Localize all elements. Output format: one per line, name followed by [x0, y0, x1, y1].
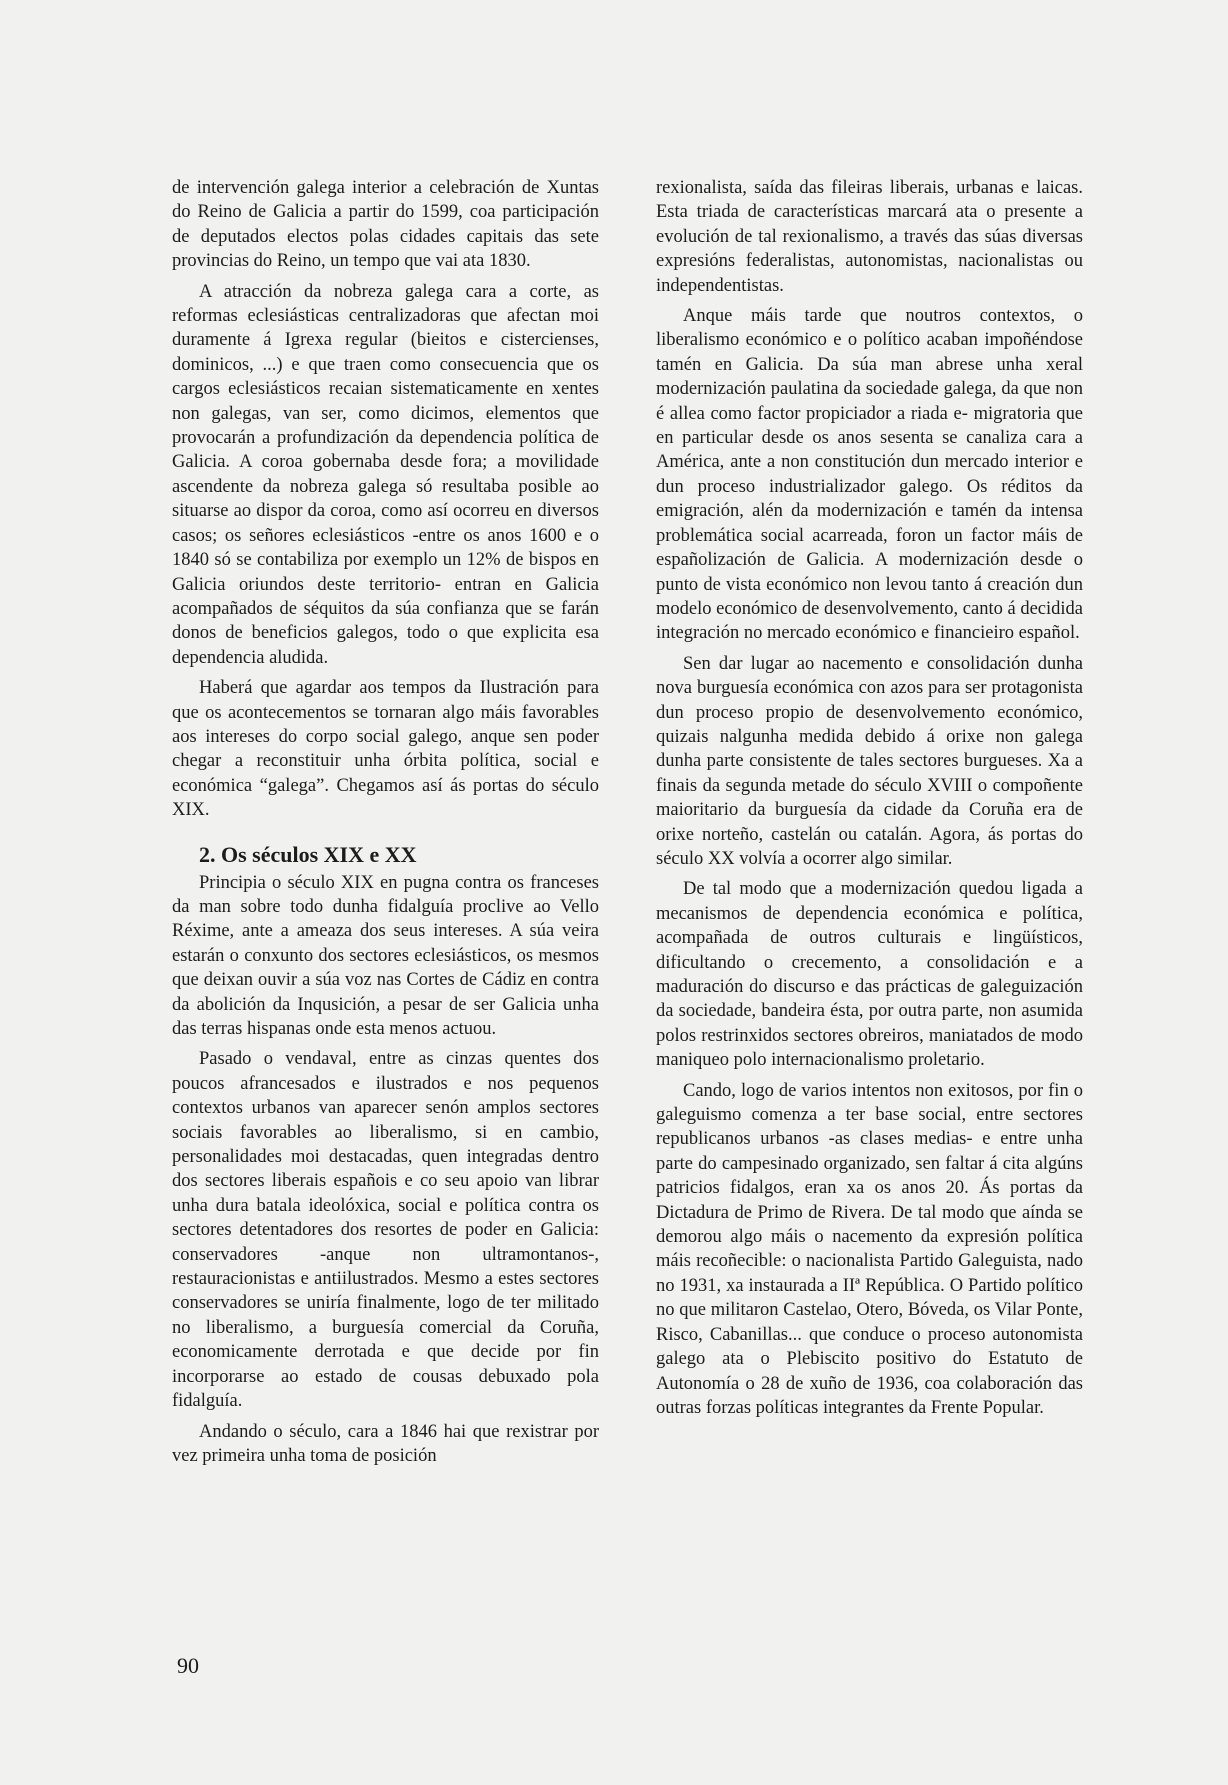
section-heading: 2. Os séculos XIX e XX — [199, 841, 417, 867]
paragraph: rexionalista, saída das fileiras liberais, urbanas e laicas. Esta triada de características marcará ata o presente a evolución de tal rexionalismo, a través das súas diversas expresións federalistas, autonomistas, nacionalistas ou independentistas. — [656, 178, 1083, 296]
left-column — [172, 176, 599, 1474]
page-number: 90 — [177, 1653, 199, 1678]
paragraph: Andando o século, cara a 1846 hai que rexistrar por vez primeira unha toma de posición — [172, 1421, 599, 1466]
paragraph: Cando, logo de varios intentos non exitosos, por fin o galeguismo comenza a ter base social, entre sectores republicanos urbanos -as clases medias- e entre unha parte do campesinado organizado, sen faltar á cita algúns patricios fidalgos, eran xa os anos 20. Ás portas da Dictadura de Primo de Rivera. De tal modo que aínda se demorou algo máis o nacemento da expresión política máis recoñecible: o nacionalista Partido Galeguista, nado no 1931, xa instaurada a IIª República. O Partido político no que militaron Castelao, Otero, Bóveda, os Vilar Ponte, Risco, Cabanillas... que conduce o proceso autonomista galego ata o Plebiscito positivo do Estatuto de Autonomía o 28 de xuño de 1936, coa colaboración das outras forzas políticas integrantes da Frente Popular. — [656, 1080, 1083, 1418]
paragraph: Anque máis tarde que noutros contextos, o liberalismo económico e o político acaban impoñéndose tamén en Galicia. Da súa man abrese unha xeral modernización paulatina da sociedade galega, da que non é allea como factor propiciador a riada e- migratoria que en particular desde os anos sesenta se canaliza cara a América, ante a non constitución dun mercado interior e dun proceso industrializador galego. Os réditos da emigración, alén da modernización e tamén da intensa problemática social acarreada, foron un factor máis de españolización de Galicia. A modernización desde o punto de vista económico non levou tanto á creación dun modelo económico de desenvolvemento, canto á decidida integración no mercado económico e financieiro español. — [656, 306, 1083, 644]
paragraph: Principia o século XIX en pugna contra os franceses da man sobre todo dunha fidalguía proclive ao Vello Réxime, ante a ameaza dos seus intereses. A súa veira estarán o conxunto dos sectores eclesiásticos, os mesmos que deixan ouvir a súa voz nas Cortes de Cádiz en contra da abolición da Inqusición, a pesar de ser Galicia unha das terras hispanas onde esta menos actuou. — [172, 872, 599, 1039]
right-column — [656, 176, 1083, 1426]
paragraph: Haberá que agardar aos tempos da Ilustración para que os acontecementos se tornaran algo máis favorables aos intereses do corpo social galego, anque sen poder chegar a reconstituir unha órbita política, social e económica “galega”. Chegamos así ás portas do século XIX. — [172, 678, 599, 821]
paragraph: Sen dar lugar ao nacemento e consolidación dunha nova burguesía económica con azos para ser protagonista dun proceso propio de desenvolvemento económico, quizais nalgunha medida debido á orixe non galega dunha parte consistente de tales sectores burgueses. Xa a finais da segunda metade do século XVIII o compoñente maioritario da burguesía da cidade da Coruña era de orixe norteño, castelán ou catalán. Agora, ás portas do século XX volvía a ocorrer algo similar. — [656, 653, 1083, 869]
paragraph: Pasado o vendaval, entre as cinzas quentes dos poucos afrancesados e ilustrados e nos pequenos contextos urbanos van aparecer senón amplos sectores sociais favorables ao liberalismo, si en cambio, personalidades moi destacadas, quen integradas dentro dos sectores liberais españois e co seu apoio van librar unha dura batala ideolóxica, social e política contra os sectores detentadores dos resortes de poder en Galicia: conservadores -anque non ultramontanos-, restauracionistas e antiilustrados. Mesmo a estes sectores conservadores se uniría finalmente, logo de ter militado no liberalismo, a burguesía comercial da Coruña, economicamente derrotada e que decide por fin incorporarse ao estado de cousas debuxado pola fidalguía. — [172, 1049, 599, 1412]
paragraph: de intervención galega interior a celebración de Xuntas do Reino de Galicia a partir do 1599, coa participación de deputados electos polas cidades capitais das sete provincias do Reino, un tempo que vai ata 1830. — [172, 178, 599, 272]
paragraph: De tal modo que a modernización quedou ligada a mecanismos de dependencia económica e política, acompañada de outros culturais e lingüísticos, dificultando o crecemento, a consolidación e a maduración do discurso e das prácticas de galeguización da sociedade, bandeira ésta, por outra parte, non asumida polos restrinxidos sectores obreiros, maniatados de modo maniqueo polo internacionalismo proletario. — [656, 879, 1083, 1071]
paragraph: A atracción da nobreza galega cara a corte, as reformas eclesiásticas centralizadoras que afectan moi duramente á Igrexa regular (bieitos e cistercienses, dominicos, ...) e que traen como consecuencia que os cargos eclesiásticos recaian sistematicamente en xentes non galegas, van ser, como dicimos, elementos que provocarán a profundización da dependencia política de Galicia. A coroa gobernaba desde fora; a movilidade ascendente da nobreza galega só resultaba posible ao situarse ao dispor da coroa, como así ocorreu en diversos casos; os señores eclesiásticos -entre os anos 1600 e o 1840 só se contabiliza por exemplo un 12% de bispos en Galicia oriundos deste territorio- entran en Galicia acompañados de séquitos da súa confianza que se farán donos de beneficios galegos, todo o que explicita esa dependencia aludida. — [172, 281, 599, 668]
